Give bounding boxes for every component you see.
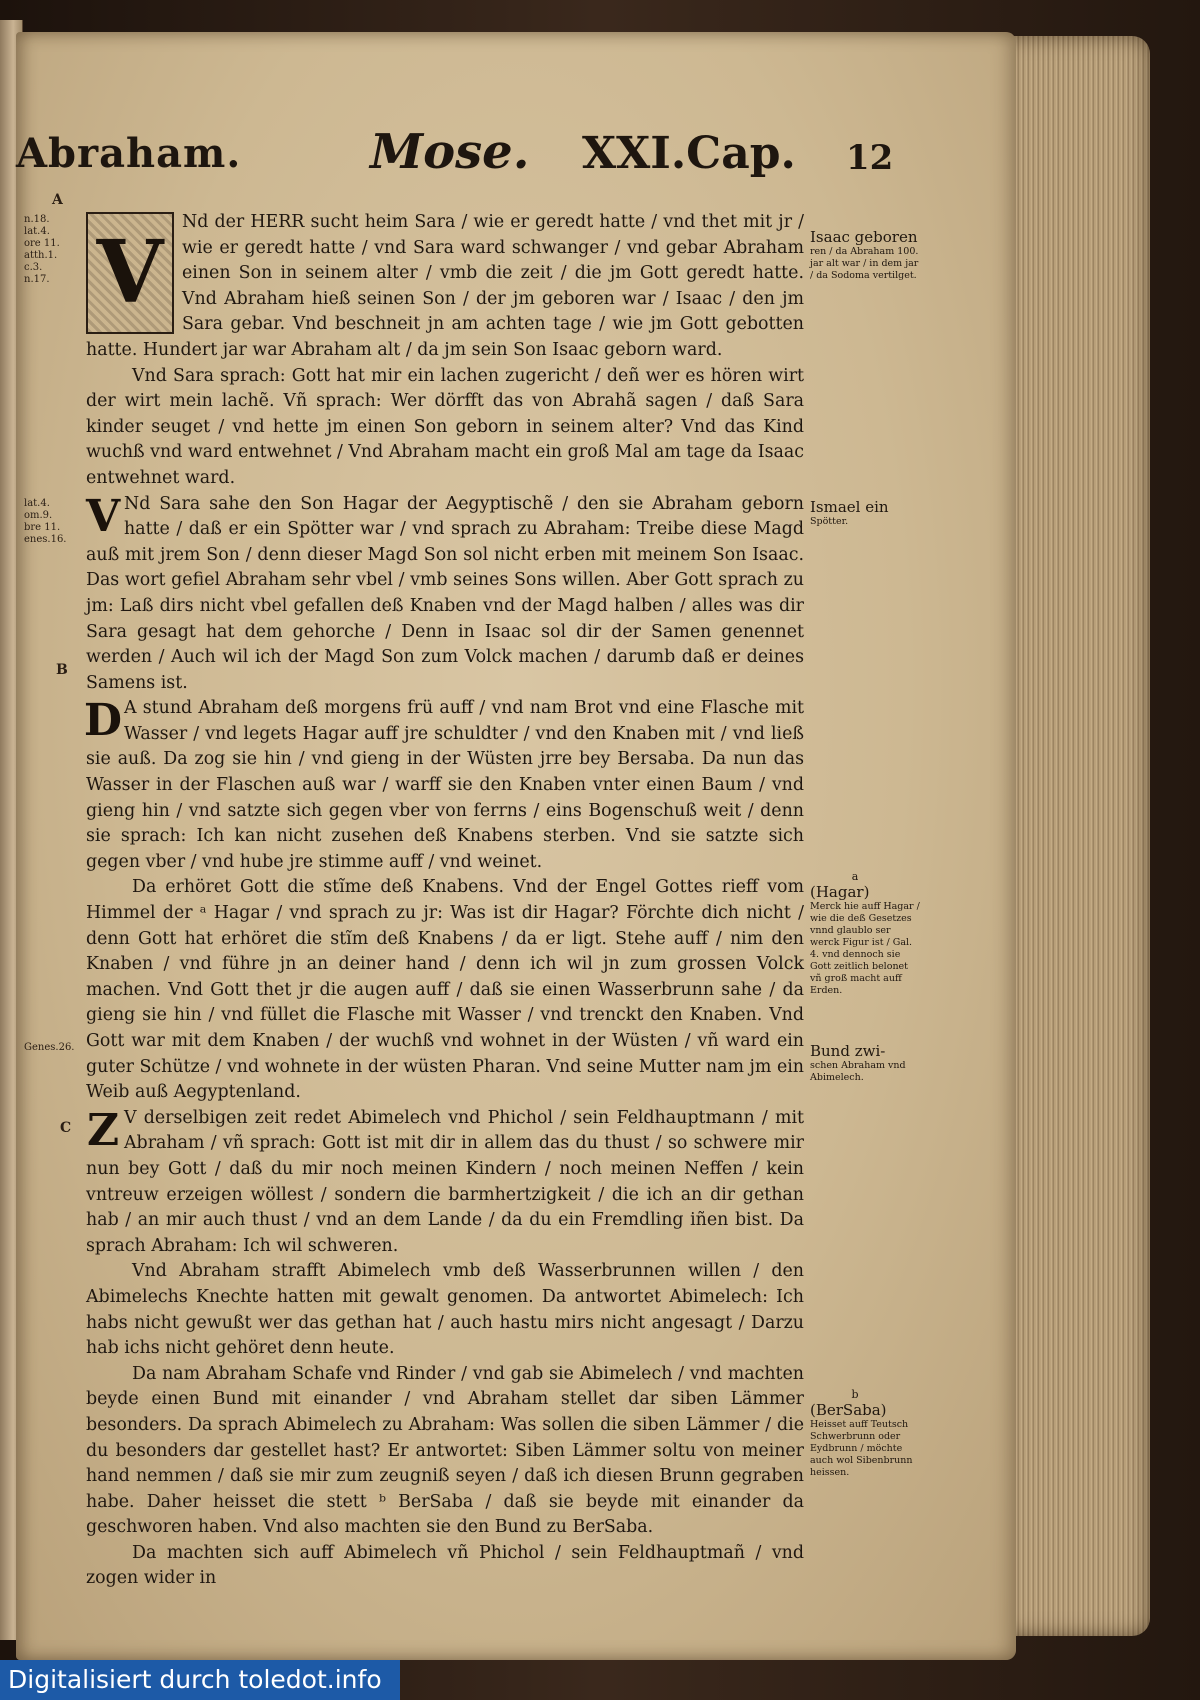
side-note-title: Isaac geboren — [810, 228, 918, 246]
note-marker: a — [851, 870, 859, 883]
paragraph-2: Vnd Sara sprach: Gott hat mir ein lachen zugericht / deñ wer es hören wirt der wirt mein lachẽ. Vñ sprach: Wer dörfft das von Abrahã sagen / daß Sara kinder seuget / vnd hette jm einen Son geborn in seinem alter? Vnd das Kind wuchß vnd ward entwehnet / Vnd Abraham macht ein groß Mal am tage da Isaac entwehnet ward. — [86, 365, 804, 488]
paragraph-1 — [86, 210, 804, 364]
side-note-1 — [810, 228, 922, 282]
side-note-title: (Hagar) — [810, 883, 870, 901]
page-number: 12 — [846, 138, 894, 178]
side-note-2 — [810, 498, 922, 528]
margin-ref: lat.4. — [24, 226, 50, 237]
chapter-heading: XXI.Cap. — [582, 128, 796, 179]
side-note-title: Ismael ein — [810, 498, 889, 516]
margin-ref: ore 11. — [24, 238, 60, 249]
paragraph-3 — [86, 492, 804, 697]
margin-refs-2 — [24, 498, 76, 546]
side-note-3 — [810, 870, 922, 997]
margin-ref: om.9. — [24, 510, 53, 521]
margin-ref: enes.16. — [24, 534, 67, 545]
paragraph-text: Nd Sara sahe den Son Hagar der Aegyptischẽ / den sie Abraham geborn hatte / daß er ein Spötter war / vnd sprach zu Abraham: Treibe diese Magd auß mit jrem Son / denn dieser Magd Son sol nicht erben mit meinem Son Isaac. Das wort gefiel Abraham sehr vbel / vmb seines Sons willen. Aber Gott sprach zu jm: Laß dirs nicht vbel gefallen deß Knaben vnd der Magd halben / alles was dir Sara gesagt hat dem gehorche / Denn in Isaac sol dir der Samen genennet werden / Auch wil ich der Magd Son zum Volck machen / darumb daß er deines Samens ist. — [86, 493, 804, 693]
paragraph-7: Vnd Abraham strafft Abimelech vmb deß Wasserbrunnen willen / den Abimelechs Knechte hatten mit gewalt genomen. Da antwortet Abimelech: Ich habs nicht gewußt wer das gethan hat / auch hastu mirs nicht angesagt / Darzu hab ichs nicht gehöret denn heute. — [86, 1261, 804, 1359]
paragraph-5: Da erhöret Gott die stĩme deß Knabens. Vnd der Engel Gottes rieff vom Himmel der ᵃ Hagar / vnd sprach zu jr: Was ist dir Hagar? Förchte dich nicht / denn Gott hat erhöret die stĩm deß Knabens / da er ligt. Stehe auff / nim den Knaben / vnd führe jn an deiner hand / denn ich wil jn zum grossen Volck machen. Vnd Gott thet jr die augen auff / daß sie einen Wasserbrunn sahe / da gieng sie hin / vnd füllet die Flasche mit Wasser / vnd trenckt den Knaben. Vnd Gott war mit dem Knaben / der wuchß vnd wohnet in der Wüsten / vñ ward ein guter Schütze / vnd wohnete in der wüsten Pharan. Vnd seine Mutter nam jm ein Weib auß Aegyptenland. — [86, 877, 804, 1103]
dropcap-initial: V — [86, 212, 174, 334]
margin-ref: c.3. — [24, 262, 43, 273]
digitization-banner: Digitalisiert durch toledot.info — [0, 1660, 400, 1700]
margin-ref: Genes.26. — [24, 1042, 75, 1053]
paragraph-4 — [83, 695, 804, 875]
margin-ref: atth.1. — [24, 250, 58, 261]
margin-refs-1 — [24, 214, 76, 286]
side-note-body: ren / da Abraham 100. jar alt war / in dem jar / da Sodoma vertilget. — [810, 246, 919, 281]
page-edges — [1000, 36, 1150, 1636]
running-head-center: Mose. — [370, 124, 530, 180]
paragraph-9: Da machten sich auff Abimelech vñ Phichol / sein Feldhauptmañ / vnd zogen wider in — [86, 1542, 804, 1589]
margin-refs-3 — [24, 1042, 76, 1054]
paragraph-text: Nd der HERR sucht heim Sara / wie er geredt hatte / vnd thet mit jr / wie er geredt hatte / vnd Sara ward schwanger / vnd gebar Abraham einen Son in seinem alter / vmb die zeit / die jm Gott geredt hatte. Vnd Abraham hieß seinen Son / der jm geboren war / Isaac / den jm Sara gebar. Vnd beschneit jn am achten tage / wie jm Gott gebotten hatte. Hundert jar war Abraham alt / da jm sein Son Isaac geborn ward. — [86, 212, 804, 360]
side-note-title: (BerSaba) — [810, 1401, 887, 1419]
side-note-4 — [810, 1042, 922, 1084]
main-text-column — [83, 210, 804, 1592]
dropcap-initial: V — [85, 490, 121, 542]
page-header — [16, 94, 916, 194]
paragraph-6 — [86, 1106, 804, 1260]
side-note-body: schen Abraham vnd Abimelech. — [810, 1060, 906, 1083]
book-page — [16, 32, 1016, 1660]
side-note-body: Heisset auff Teutsch Schwerbrunn oder Eydbrunn / möchte auch wol Sibenbrunn heissen. — [810, 1419, 913, 1478]
margin-ref: bre 11. — [24, 522, 61, 533]
dropcap-initial: D — [83, 695, 123, 747]
margin-ref: lat.4. — [24, 498, 50, 509]
side-note-5 — [810, 1388, 922, 1479]
margin-ref: n.17. — [24, 274, 50, 285]
running-head-left: Abraham. — [16, 130, 242, 177]
paragraph-text: V derselbigen zeit redet Abimelech vnd Phichol / sein Feldhauptmann / mit Abraham / vñ sprach: Gott ist mit dir in allem das du thust / so schwere mir nun bey Gott / daß du mir noch meinen Kindern / noch meinen Neffen / kein vntreuw erzeigen wöllest / sondern die barmhertzigkeit / die ich an dir gethan hab / an mir auch thust / vnd an dem Lande / da du ein Fremdling iñen bist. Da sprach Abraham: Ich wil schweren. — [86, 1107, 804, 1256]
paragraph-text: A stund Abraham deß morgens frü auff / vnd nam Brot vnd eine Flasche mit Wasser / vnd legets Hagar auff jre schuldter / vnd den Knaben mit / vnd ließ sie auß. Da zog sie hin / vnd gieng in der Wüsten jrre bey Bersaba. Da nun das Wasser in der Flaschen auß war / warff sie den Knaben vnter einen Baum / vnd gieng hin / vnd satzte sich gegen vber von ferrns / eins Bogenschuß weit / denn sie sprach: Ich kan nicht zusehen deß Knabens sterben. Vnd sie satzte sich gegen vber / vnd hube jre stimme auff / vnd weinet. — [86, 698, 804, 872]
section-letter-c: C — [60, 1120, 72, 1136]
dropcap-initial: Z — [86, 1104, 120, 1156]
paragraph-8: Da nam Abraham Schafe vnd Rinder / vnd gab sie Abimelech / vnd machten beyde einen Bund mit einander / vnd Abraham stellet dar siben Lämmer besonders. Da sprach Abimelech zu Abraham: Was sollen die siben Lämmer / die du besonders dar gestellet hast? Er antwortet: Siben Lämmer soltu von meiner hand nemmen / daß sie mir zum zeugniß seyen / daß ich diesen Brunn gegraben habe. Daher heisset die stett ᵇ BerSaba / daß sie beyde mit einander da geschworen haben. Vnd also machten sie den Bund zu BerSaba. — [86, 1363, 804, 1538]
section-letter-a: A — [52, 192, 63, 208]
section-letter-b: B — [56, 662, 68, 678]
margin-ref: n.18. — [24, 214, 50, 225]
side-note-body: Merck hie auff Hagar / wie die deß Gesetzes vnnd glaublo ser werck Figur ist / Gal. 4. vnd dennoch sie Gott zeitlich belonet vñ groß macht auff Erden. — [810, 901, 920, 996]
note-marker: b — [851, 1388, 859, 1401]
side-note-title: Bund zwi- — [810, 1042, 886, 1060]
side-note-body: Spötter. — [810, 516, 849, 527]
